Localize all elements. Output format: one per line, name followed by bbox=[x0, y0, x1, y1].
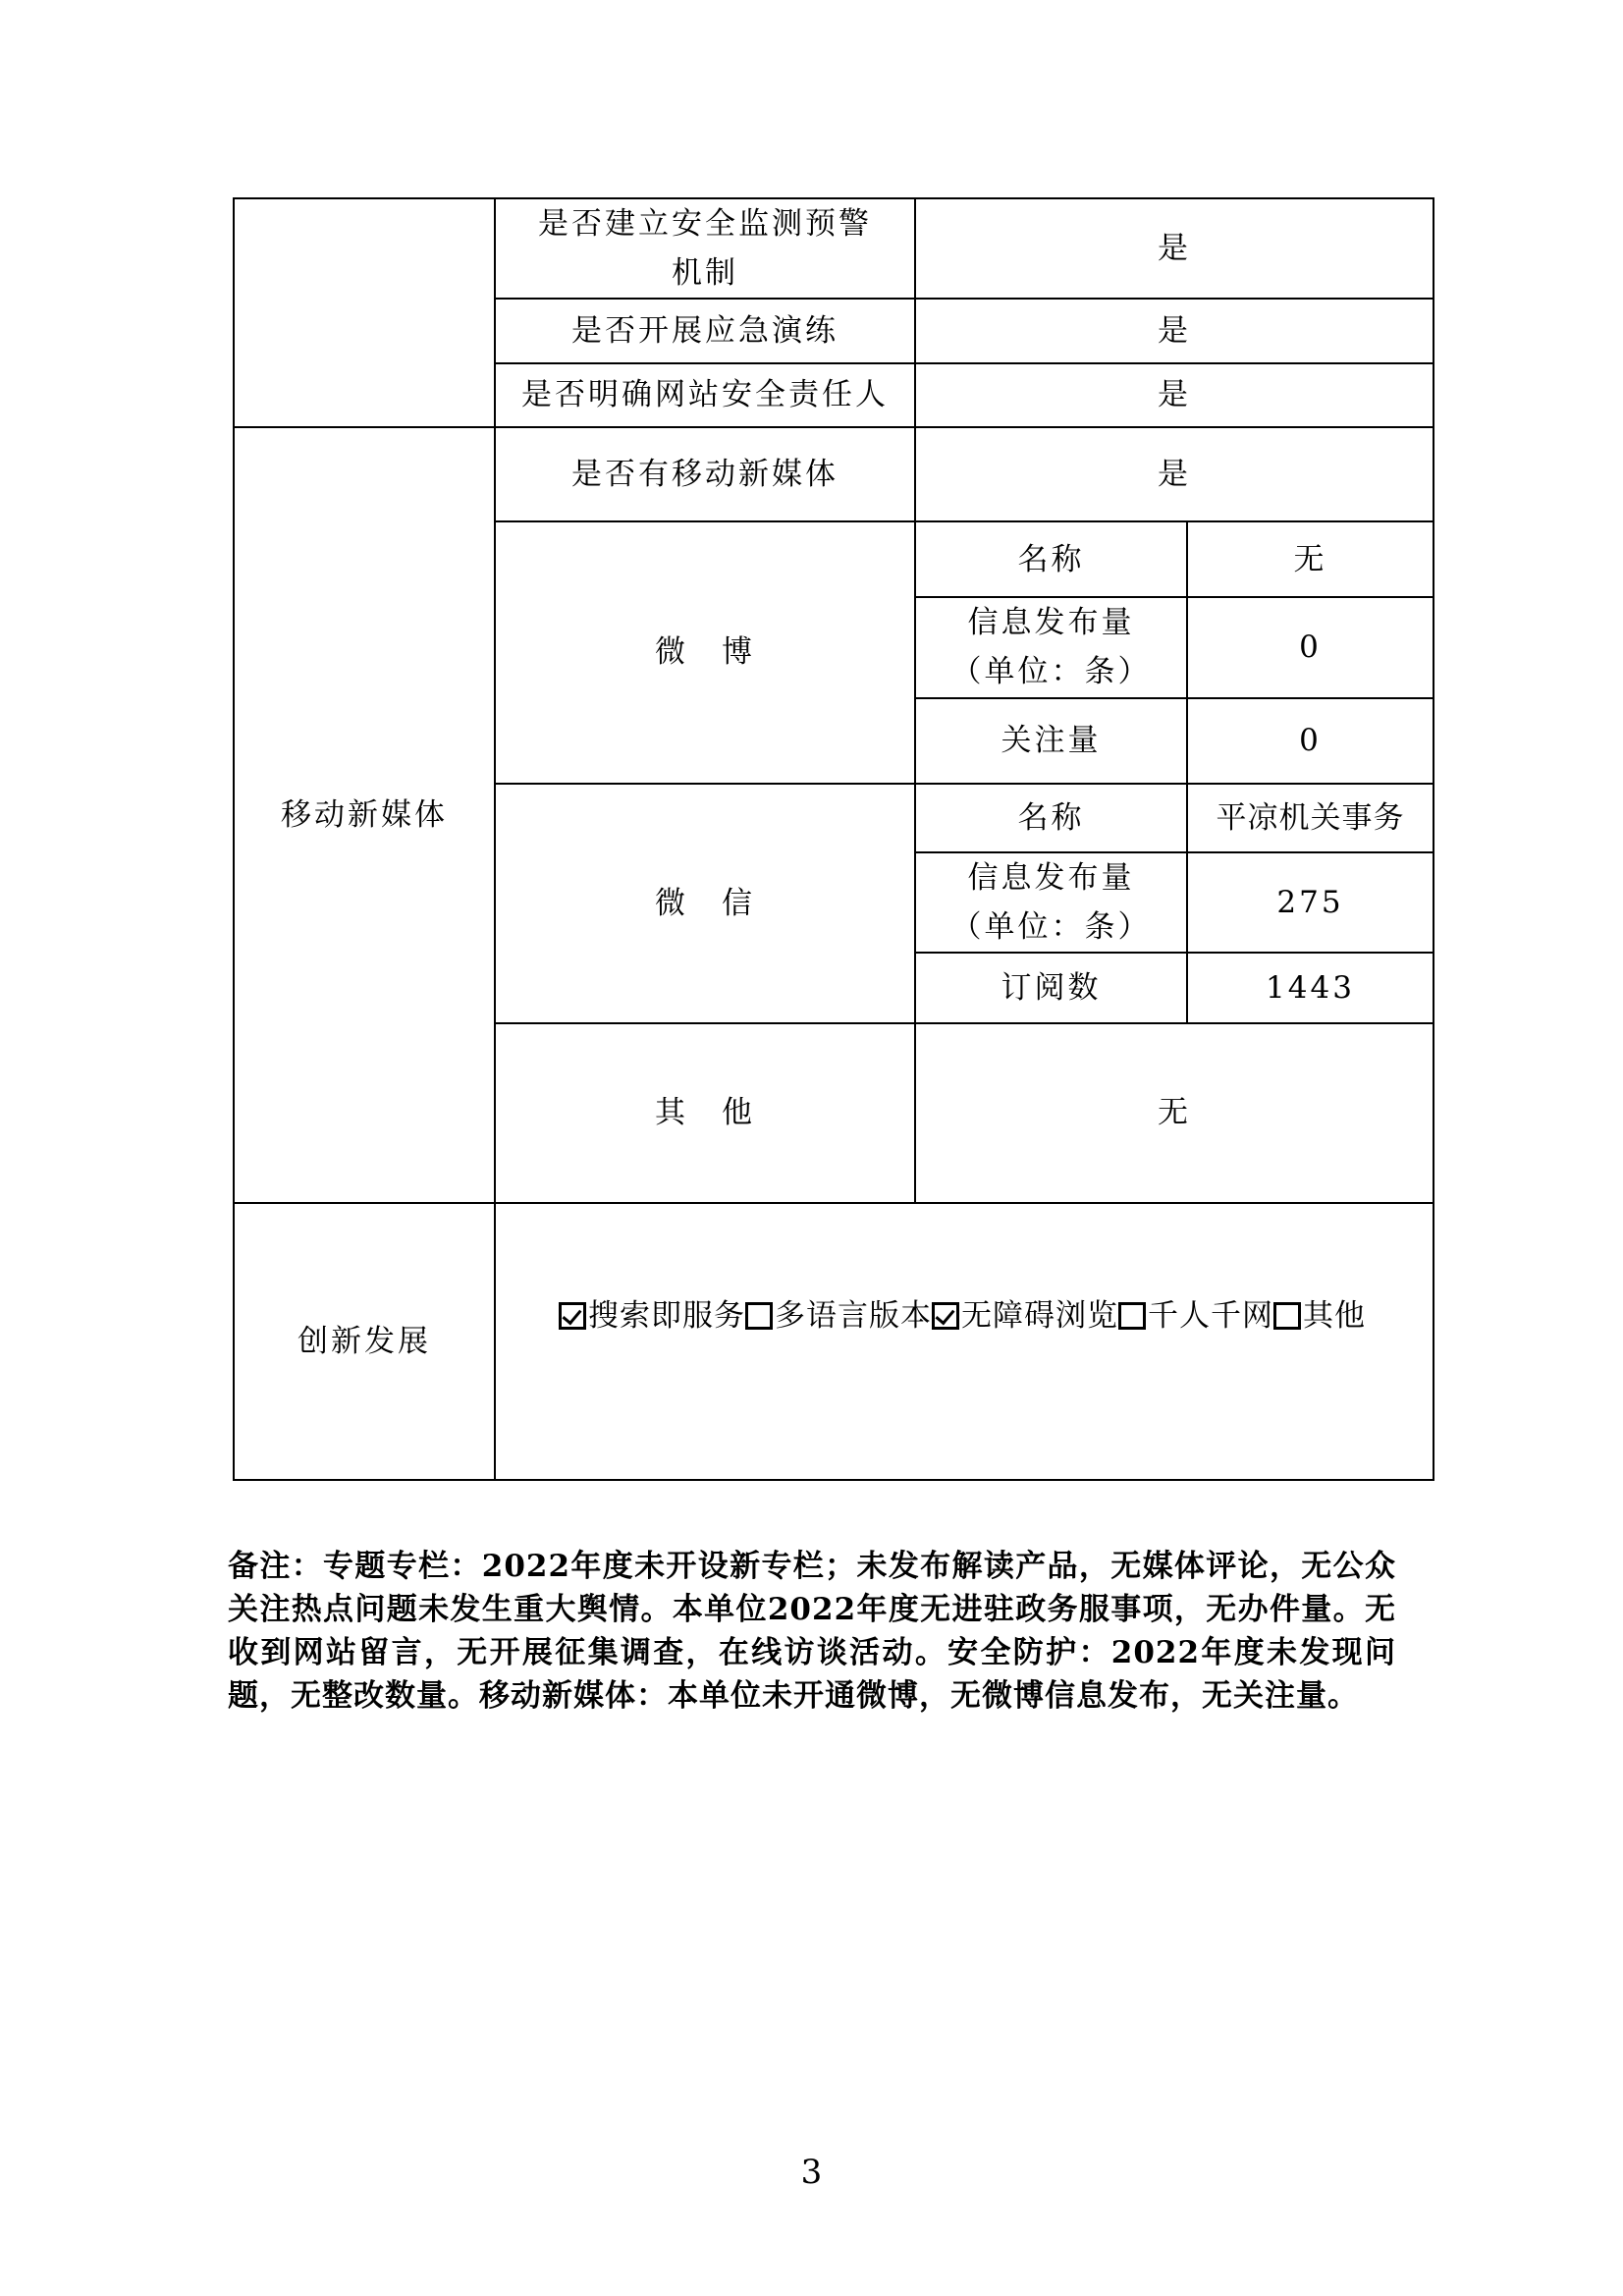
wechat-name-label: 名称 bbox=[915, 784, 1187, 852]
option-personalized[interactable] bbox=[1118, 1298, 1273, 1334]
other-label: 其 他 bbox=[495, 1023, 915, 1204]
weibo-posts-label: 信息发布量（单位：条） bbox=[915, 597, 1187, 697]
option-search-service[interactable] bbox=[559, 1298, 745, 1334]
weibo-name-value: 无 bbox=[1187, 521, 1434, 597]
remarks-paragraph: 备注：专题专栏：2022年度未开设新专栏；未发布解读产品，无媒体评论，无公众关注热点问题未发生重大舆情。本单位2022年度无进驻政务服事项，无办件量。无收到网站留言，无开展征集调查，在线访谈活动。安全防护：2022年度未发现问题，无整改数量。移动新媒体：本单位未开通微博，无微博信息发布，无关注量。 bbox=[228, 1549, 1396, 1714]
security-section-cell bbox=[234, 198, 495, 427]
security-value-drill: 是 bbox=[915, 299, 1434, 362]
security-value-monitoring: 是 bbox=[915, 198, 1434, 299]
option-multilingual[interactable] bbox=[745, 1298, 932, 1334]
mobile-media-section: 移动新媒体 bbox=[234, 427, 495, 1203]
checkbox-icon[interactable] bbox=[1273, 1302, 1301, 1330]
wechat-subscribers-value: 1443 bbox=[1187, 953, 1434, 1022]
weibo-label: 微 博 bbox=[495, 521, 915, 784]
option-other[interactable] bbox=[1273, 1298, 1366, 1334]
option-label: 千人千网 bbox=[1148, 1298, 1273, 1335]
page-number: 3 bbox=[800, 2153, 823, 2192]
has-mobile-item: 是否有移动新媒体 bbox=[495, 427, 915, 521]
innovation-options-cell bbox=[495, 1203, 1434, 1480]
security-item-drill: 是否开展应急演练 bbox=[495, 299, 915, 362]
wechat-label: 微 信 bbox=[495, 784, 915, 1023]
option-label: 其他 bbox=[1303, 1298, 1366, 1335]
option-label: 无障碍浏览 bbox=[961, 1298, 1118, 1335]
weibo-followers-value: 0 bbox=[1187, 698, 1434, 784]
wechat-posts-value: 275 bbox=[1187, 852, 1434, 953]
option-label: 多语言版本 bbox=[775, 1298, 932, 1335]
wechat-posts-label: 信息发布量（单位：条） bbox=[915, 852, 1187, 953]
report-table bbox=[233, 197, 1434, 1481]
security-item-monitoring: 是否建立安全监测预警机制 bbox=[495, 198, 915, 299]
checkbox-icon[interactable] bbox=[559, 1302, 586, 1330]
option-label: 搜索即服务 bbox=[588, 1298, 745, 1335]
weibo-name-label: 名称 bbox=[915, 521, 1187, 597]
option-accessibility[interactable] bbox=[932, 1298, 1118, 1334]
weibo-followers-label: 关注量 bbox=[915, 698, 1187, 784]
checkbox-icon[interactable] bbox=[932, 1302, 959, 1330]
has-mobile-value: 是 bbox=[915, 427, 1434, 521]
weibo-posts-value: 0 bbox=[1187, 597, 1434, 697]
wechat-name-value: 平凉机关事务 bbox=[1187, 784, 1434, 852]
innovation-section: 创新发展 bbox=[234, 1203, 495, 1480]
other-value: 无 bbox=[915, 1023, 1434, 1204]
checkbox-icon[interactable] bbox=[745, 1302, 773, 1330]
security-item-responsible: 是否明确网站安全责任人 bbox=[495, 363, 915, 427]
checkbox-icon[interactable] bbox=[1118, 1302, 1146, 1330]
wechat-subscribers-label: 订阅数 bbox=[915, 953, 1187, 1022]
security-value-responsible: 是 bbox=[915, 363, 1434, 427]
innovation-options bbox=[559, 1291, 1433, 1340]
